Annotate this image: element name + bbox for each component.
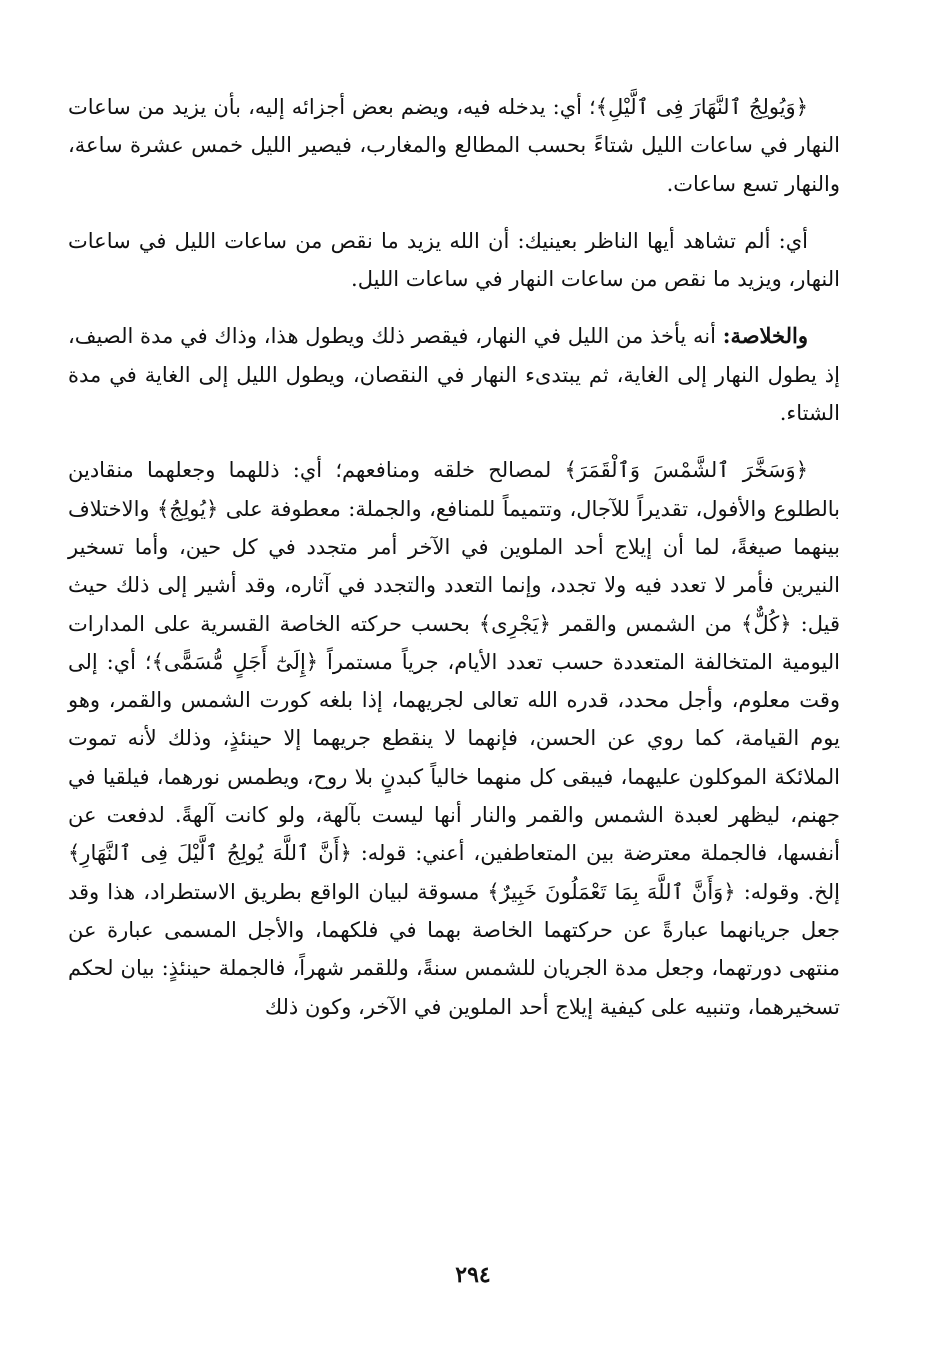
paragraph-3 xyxy=(68,317,840,432)
paragraph-1 xyxy=(68,88,840,203)
paragraph-2 xyxy=(68,222,840,299)
page-number: ٢٩٤ xyxy=(455,1262,491,1288)
paragraph-text: ﴿وَسَخَّرَ ٱلشَّمْسَ وَٱلْقَمَرَ﴾ لمصالح خلقه ومنافعهم؛ أي: ذللهما وجعلهما منقادين بالطلوع والأفول، تقديراً للآجال، وتتميماً للمنافع، والجملة: معطوفة على ﴿يُولِجُ﴾ والاختلاف بينهما صيغةً، لما أن إيلاج أحد الملوين في الآخر أمر متجدد في كل حين، وأما تسخير النيرين فأمر لا تعدد فيه ولا تجدد، وإنما التعدد والتجدد في آثاره، وقد أشير إلى ذلك حيث قيل: ﴿كُلٌّ﴾ من الشمس والقمر ﴿يَجْرِى﴾ بحسب حركته الخاصة القسرية على المدارات اليومية المتخالفة المتعددة حسب تعدد الأيام، جرياً مستمراً ﴿إِلَىٰٓ أَجَلٍ مُّسَمًّى﴾؛ أي: إلى وقت معلوم، وأجل محدد، قدره الله تعالى لجريهما، إذا بلغه كورت الشمس والقمر، وهو يوم القيامة، كما روي عن الحسن، فإنهما لا ينقطع جريهما إلا حينئذٍ، وذلك لأنه تموت الملائكة الموكلون عليهما، فيبقى كل منهما خالياً كبدنٍ بلا روح، ويطمس نورهما، فيلقيا في جهنم، ليظهر لعبدة الشمس والقمر والنار أنها ليست بآلهة، ولو كانت آلهةً. لدفعت عن أنفسها، فالجملة معترضة بين المتعاطفين، أعني: قوله: ﴿أَنَّ ٱللَّهَ يُولِجُ ٱلَّيْلَ فِى ٱلنَّهَارِ﴾ إلخ. وقوله: ﴿وَأَنَّ ٱللَّهَ بِمَا تَعْمَلُونَ خَبِيرٌ﴾ مسوقة لبيان الواقع بطريق الاستطراد، هذا وقد جعل جريانهما عبارةً عن حركتهما الخاصة بهما في فلكهما، والأجل المسمى عبارة عن منتهى دورتهما، وجعل مدة الجريان للشمس سنةً، وللقمر شهراً، فالجملة حينئذٍ: بيان لحكم تسخيرهما، وتنبيه على كيفية إيلاج أحد الملوين في الآخر، وكون ذلك xyxy=(68,458,840,1019)
paragraph-4 xyxy=(68,451,840,1025)
paragraph-lead: والخلاصة: xyxy=(722,323,808,349)
paragraph-text: ﴿وَيُولِجُ ٱلنَّهَارَ فِى ٱلَّيْلِ﴾؛ أي: يدخله فيه، ويضم بعض أجزائه إليه، بأن يزيد من ساعات النهار في ساعات الليل شتاءً بحسب المطالع والمغارب، فيصير الليل خمس عشرة ساعة، والنهار تسع ساعات. xyxy=(68,95,840,196)
paragraph-text: أي: ألم تشاهد أيها الناظر بعينيك: أن الله يزيد ما نقص من ساعات الليل في ساعات النهار، ويزيد ما نقص من ساعات النهار في ساعات الليل. xyxy=(68,228,840,292)
paragraph-text: أنه يأخذ من الليل في النهار، فيقصر ذلك ويطول هذا، وذاك في مدة الصيف، إذ يطول النهار إلى الغاية، ثم يبتدىء النهار في النقصان، ويطول الليل إلى الغاية في مدة الشتاء. xyxy=(68,324,840,426)
page-body xyxy=(68,88,840,1045)
